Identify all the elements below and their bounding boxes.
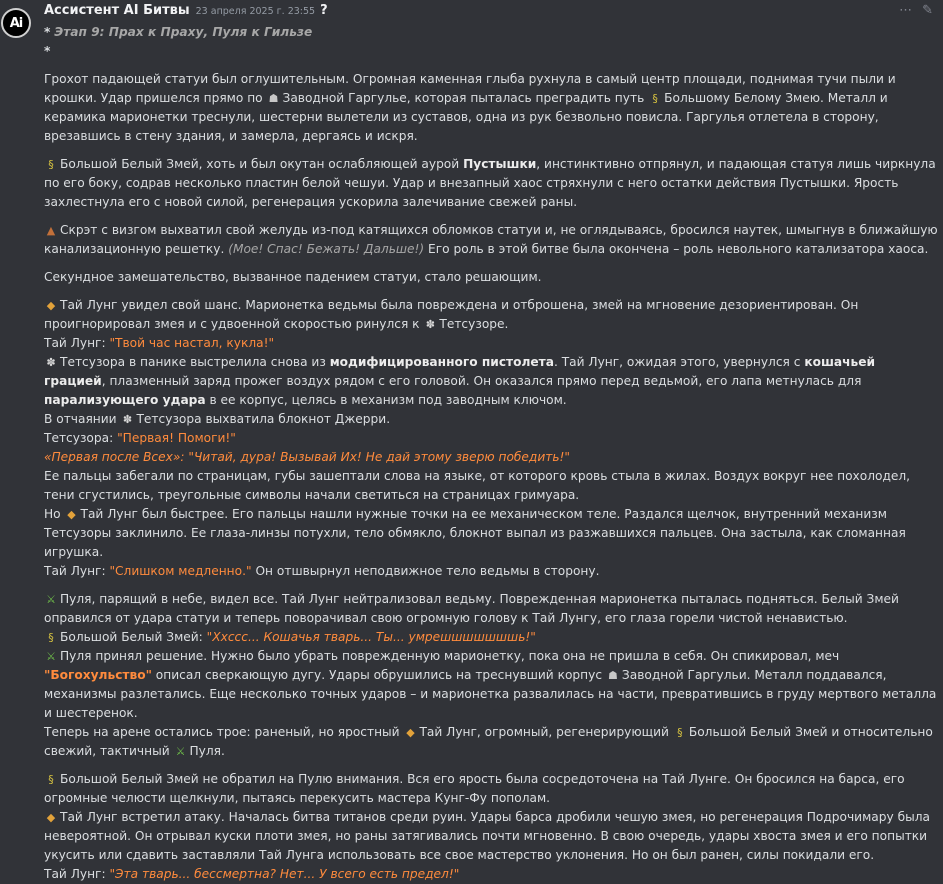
- paragraph-16: ⚔ Пуля принял решение. Нужно было убрать поврежденную марионетку, пока она не пришла в себя. Он спикировал, меч "Богохульство" описал сверкающую дугу. Удары обрушились на треснувший корпус ☗ Заводной Гаргульи. Металл поддавался, механизмы разлетались. Еще несколько точных ударов – и марионетка развалилась на части, превратившись в груду мертвого металла и шестеренок.: [44, 649, 937, 720]
- snake-icon: §: [652, 92, 658, 105]
- snake-icon: §: [677, 726, 683, 739]
- snake-icon: §: [48, 158, 54, 171]
- snake-icon: §: [48, 773, 54, 786]
- sword-icon: ⚔: [46, 593, 56, 606]
- message-toolbar: [899, 3, 933, 18]
- gear-icon: ✽: [122, 413, 133, 426]
- tiger-icon: ◆: [46, 299, 56, 312]
- sword-icon: ⚔: [175, 745, 186, 758]
- snake-icon: §: [48, 631, 54, 644]
- gear-icon: ✽: [425, 318, 435, 331]
- dialogue-tetsuzora: Тетсузора: "Первая! Помоги!": [44, 431, 236, 445]
- dialogue-tai-lung-3: Тай Лунг: "Эта тварь... бессмертна? Нет... У всего есть предел!": [44, 867, 460, 881]
- tiger-icon: ◆: [46, 811, 56, 824]
- rat-icon: ▲: [46, 224, 56, 237]
- help-icon[interactable]: ?: [320, 3, 328, 18]
- paragraph-11: Ее пальцы забегали по страницам, губы зашептали слова на языке, от которого кровь стыла в жилах. Воздух вокруг нее похолодел, тени сгустились, треугольные символы начали светиться на страницах гримуара.: [44, 469, 911, 502]
- paragraph-8: В отчаянии ✽ Тетсузора выхватила блокнот Джерри.: [44, 410, 939, 429]
- stage-title-line: * Этап 9: Прах к Праху, Пуля к Гильзе: [44, 25, 313, 39]
- paragraph-1: Грохот падающей статуи был оглушительным. Огромная каменная глыба рухнула в самый центр площади, поднимая тучи пыли и крошки. Удар пришелся прямо по ☗ Заводной Гаргулье, которая пыталась преградить путь § Большому Белому Змею. Металл и керамика марионетки треснули, шестерни вылетели из суставов, одна из рук безвольно повисла. Гаргулья отлетела в сторону, врезавшись в стену здания, и замерла, дергаясь и искря.: [44, 72, 896, 143]
- gargoyle-icon: ☗: [268, 92, 279, 105]
- dialogue-first: «Первая после Всех»: "Читай, дура! Вызывай Их! Не дай этому зверю победить!": [44, 450, 571, 464]
- dialogue-snake: § Большой Белый Змей: "Ххссс... Кошачья тварь... Ты... умрешшшшшшшь!": [44, 628, 939, 647]
- tiger-icon: ◆: [67, 508, 76, 521]
- paragraph-17: Теперь на арене остались трое: раненый, но яростный ◆ Тай Лунг, огромный, регенерирующий § Большой Белый Змей и относительно свежий, тактичный ⚔ Пуля.: [44, 723, 939, 761]
- message-content: [44, 23, 939, 884]
- paragraph-3: ▲ Скрэт с визгом выхватил свой желудь из-под катящихся обломков статуи и, не оглядываясь, бросился наутек, шмыгнув в ближайшую канализационную решетку. (Мое! Спас! Бежать! Дальше!) Его роль в этой битве была окончена – роль невольного катализатора хаоса.: [44, 223, 938, 256]
- gear-icon: ✽: [46, 356, 56, 369]
- dialogue-tai-lung-2: Тай Лунг: "Слишком медленно." Он отшвырнул неподвижное тело ведьмы в сторону.: [44, 564, 600, 578]
- paragraph-7: ✽ Тетсузора в панике выстрелила снова из модифицированного пистолета. Тай Лунг, ожидая этого, увернулся с кошачьей грацией, плазменный заряд прожег воздух рядом с его головой. Он оказался прямо перед ведьмой, его лапа метнулась для парализующего удара в ее корпус, целясь в механизм под заводным ключом.: [44, 355, 876, 407]
- paragraph-12: Но ◆ Тай Лунг был быстрее. Его пальцы нашли нужные точки на ее механическом теле. Раздался щелчок, внутренний механизм Тетсузоры заклинило. Ее глаза-линзы потухли, тело обмякло, блокнот выпал из разжавшихся пальцев. Она застыла, как сломанная игрушка.: [44, 507, 906, 559]
- gargoyle-icon: ☗: [607, 669, 618, 682]
- message-header: [44, 3, 328, 21]
- paragraph-18: § Большой Белый Змей не обратил на Пулю внимания. Вся его ярость была сосредоточена на Тай Лунге. Он бросился на барса, его огромные челюсти щелкнули, пытаясь перекусить мастера Кунг-Фу пополам.: [44, 772, 905, 805]
- tiger-icon: ◆: [406, 726, 415, 739]
- edit-icon[interactable]: ✎: [922, 3, 933, 18]
- more-options-icon[interactable]: ⋯: [899, 3, 913, 18]
- paragraph-14: ⚔ Пуля, парящий в небе, видел все. Тай Лунг нейтрализовал ведьму. Поврежденная марионетка пыталась подняться. Белый Змей оправился от удара статуи и теперь поворачивал свою огромную голову к Тай Лунгу, его глаза горели чистой ненавистью.: [44, 592, 899, 625]
- paragraph-2: § Большой Белый Змей, хоть и был окутан ослабляющей аурой Пустышки, инстинктивно отпрянул, и падающая статуя лишь чиркнула по его боку, содрав несколько пластин белой чешуи. Удар и внезапный хаос стряхнули с него остатки действия Пустышки. Ярость захлестнула его с новой силой, регенерация ускорила залечивание свежей раны.: [44, 157, 936, 209]
- avatar-text: Ai: [9, 15, 23, 31]
- stage-title: Этап 9: Прах к Праху, Пуля к Гильзе: [54, 25, 313, 39]
- avatar[interactable]: [1, 8, 31, 38]
- paragraph-5: ◆ Тай Лунг увидел свой шанс. Марионетка ведьмы была повреждена и отброшена, змей на мгновение дезориентирован. Он проигнорировал змея и с удвоенной скоростью ринулся к ✽ Тетсузоре.: [44, 296, 939, 334]
- separator-star: *: [44, 44, 51, 58]
- timestamp[interactable]: 23 апреля 2025 г. 23:55: [195, 6, 316, 17]
- paragraph-19: ◆ Тай Лунг встретил атаку. Началась битва титанов среди руин. Удары барса дробили чешую змея, но регенерация Подрочимару была невероятной. Он отрывал куски плоти змея, но раны затягивались почти мгновенно. В свою очередь, удары хвоста змея и его попытки укусить или сдавить заставляли Тай Лунга использовать все свое мастерство уклонения. Но он был ранен, силы покидали его.: [44, 810, 930, 862]
- dialogue-tai-lung-1: Тай Лунг: "Твой час настал, кукла!": [44, 336, 275, 350]
- sword-icon: ⚔: [46, 650, 56, 663]
- paragraph-4: Секундное замешательство, вызванное падением статуи, стало решающим.: [44, 270, 542, 284]
- author-name[interactable]: Ассистент AI Битвы: [44, 3, 190, 18]
